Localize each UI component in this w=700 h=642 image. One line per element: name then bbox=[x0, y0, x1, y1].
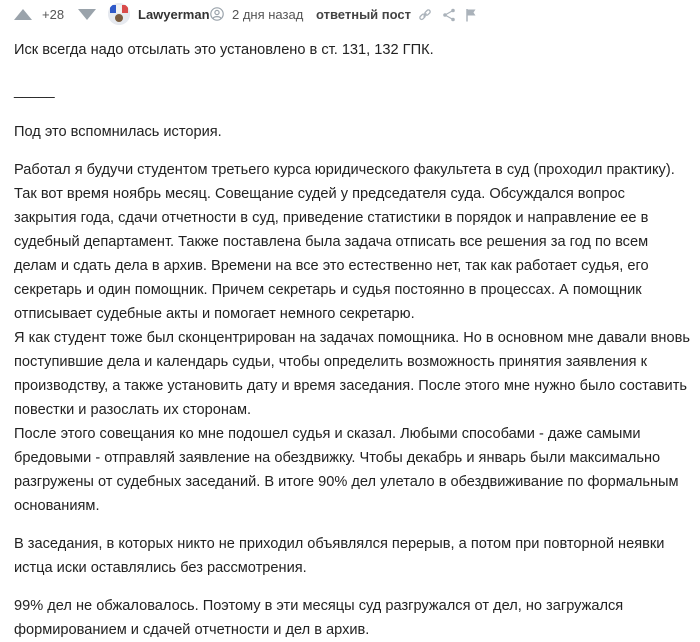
flag-icon[interactable] bbox=[464, 8, 478, 25]
share-icon[interactable] bbox=[442, 8, 456, 25]
divider-text: _____ bbox=[14, 83, 55, 99]
avatar[interactable] bbox=[108, 3, 130, 25]
arrow-down-icon[interactable] bbox=[78, 9, 96, 20]
comment-body bbox=[14, 38, 690, 642]
arrow-up-icon[interactable] bbox=[14, 9, 32, 20]
comment-paragraph: 99% дел не обжаловалось. Поэтому в эти месяцы суд разгружался от дел, но загружался формированием и сдачей отчетности и дел в архив. bbox=[14, 598, 624, 638]
user-profile-icon[interactable] bbox=[210, 7, 224, 24]
link-icon[interactable] bbox=[418, 8, 432, 25]
comment-author[interactable]: Lawyerman bbox=[138, 7, 210, 22]
comment-rating: +28 bbox=[42, 7, 65, 22]
reply-post-link[interactable]: ответный пост bbox=[316, 7, 412, 22]
comment-paragraph: Работал я будучи студентом третьего курса юридического факультета в суд (проходил практику). Так вот время ноябрь месяц. Совещание судей у председателя суда. Обсуждался вопрос закрытия года, сдачи отчетности в суд, приведение статистики в порядок и направление ее в судебный департамент. Также поставлена была задача отписать все решения за год по всем делам и сдать дела в архив. Времени на все это естественно нет, так как работает судья, его секретарь и один помощник. Причем секретарь и судья постоянно в процессах. А помощник отписывает судебные акты и помогает немного секретарю. bbox=[14, 162, 675, 322]
comment-paragraph: Я как студент тоже был сконцентрирован на задачах помощника. Но в основном мне давали вновь поступившие дела и календарь судьи, чтобы определить возможность принятия заявления к производству, а также установить дату и время заседания. После этого мне нужно было составить повестки и разослать их сторонам. bbox=[14, 330, 690, 418]
comment-time: 2 дня назад bbox=[232, 7, 304, 22]
comment-paragraph: Под это вспомнилась история. bbox=[14, 124, 222, 140]
comment-paragraph: В заседания, в которых никто не приходил объявлялся перерыв, а потом при повторной неявки истца иски оставлялись без рассмотрения. bbox=[14, 536, 665, 576]
comment-header bbox=[0, 0, 700, 30]
comment-paragraph: После этого совещания ко мне подошел судья и сказал. Любыми способами - даже самыми бредовыми - отправляй заявление на обездвижку. Чтобы декабрь и январь были максимально разгружены от судебных заседаний. В итоге 90% дел улетало в обездвиживание по формальным основаниям. bbox=[14, 426, 679, 514]
comment-paragraph: Иск всегда надо отсылать это установлено в ст. 131, 132 ГПК. bbox=[14, 42, 434, 58]
